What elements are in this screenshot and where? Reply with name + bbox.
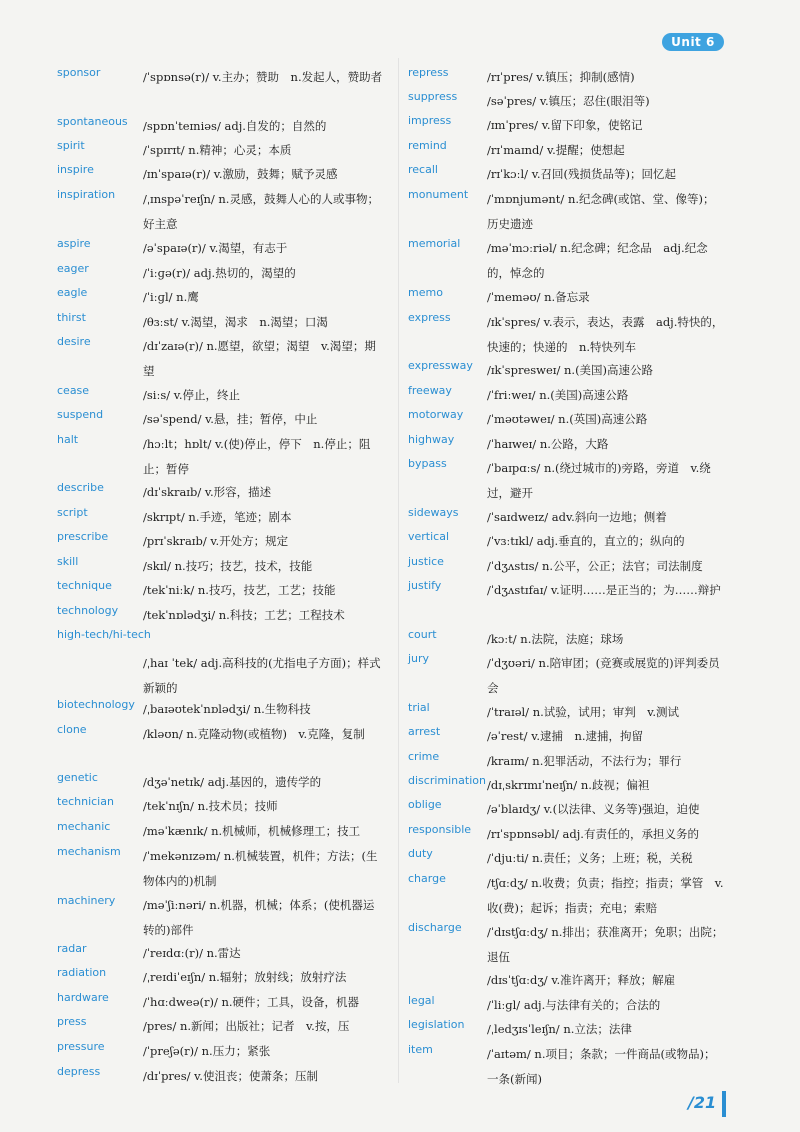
- vocab-definition: /skɪl/ n.技巧；技艺，技术，技能: [143, 559, 313, 573]
- vocab-word: pressure: [57, 1040, 105, 1053]
- vocab-word: spirit: [57, 139, 85, 152]
- vocab-word: jury: [408, 652, 430, 665]
- vocab-word: biotechnology: [57, 698, 135, 711]
- vocab-definition: /ˈspɒnsə(r)/ v.主办；赞助 n.发起人，赞助者: [143, 70, 383, 84]
- vocab-definition: /skrɪpt/ n.手迹，笔迹；剧本: [143, 510, 292, 524]
- vocab-definition: /ˌbaɪəʊtekˈnɒlədʒi/ n.生物科技: [143, 702, 311, 716]
- vocab-word: genetic: [57, 771, 98, 784]
- vocab-word: radiation: [57, 966, 107, 979]
- vocab-definition: /dɪˈpres/ v.使沮丧；使萧条；压制: [143, 1069, 318, 1083]
- vocab-definition: /ˈhaɪweɪ/ n.公路，大路: [487, 437, 609, 451]
- vocab-definition: /ˈmekənɪzəm/ n.机械装置，机件；方法；(生物体内的)机制: [143, 849, 378, 888]
- vocab-definition: /prɪˈskraɪb/ v.开处方；规定: [143, 534, 289, 548]
- vocab-word: describe: [57, 481, 104, 494]
- vocab-word: suspend: [57, 408, 104, 421]
- vocab-word: eager: [57, 262, 89, 275]
- vocab-definition: /rɪˈspɒnsəbl/ adj.有责任的，承担义务的: [487, 827, 699, 841]
- vocab-word: halt: [57, 433, 79, 446]
- vocab-word: justify: [408, 579, 442, 592]
- vocab-word: skill: [57, 555, 79, 568]
- vocab-definition: /əˈblaɪdʒ/ v.(以法律、义务等)强迫，迫使: [487, 802, 700, 816]
- vocab-word: vertical: [408, 530, 450, 543]
- vocab-word: clone: [57, 723, 87, 736]
- vocab-definition: /ˈdʒʌstɪs/ n.公平，公正；法官；司法制度: [487, 559, 703, 573]
- vocab-definition: /ˈvɜːtɪkl/ adj.垂直的，直立的；纵向的: [487, 534, 685, 548]
- vocab-definition: /ˈhɑːdweə(r)/ n.硬件；工具，设备，机器: [143, 995, 360, 1009]
- vocab-word: item: [408, 1043, 433, 1056]
- vocab-definition: /dɪsˈtʃɑːdʒ/ v.准许离开；释放；解雇: [487, 973, 676, 987]
- vocab-word: thirst: [57, 311, 86, 324]
- vocab-definition: /kɔːt/ n.法院，法庭；球场: [487, 632, 624, 646]
- vocab-definition: /dɪˌskrɪmɪˈneɪʃn/ n.歧视；偏袒: [487, 778, 650, 792]
- vocab-word: high-tech/hi-tech: [57, 628, 151, 641]
- vocab-definition: /ˈdɪstʃɑːdʒ/ n.排出；获准离开；免职；出院；退伍: [487, 925, 724, 964]
- vocab-word: depress: [57, 1065, 101, 1078]
- vocab-definition: /kləʊn/ n.克隆动物(或植物) v.克隆，复制: [143, 727, 365, 741]
- vocab-definition: /ɪmˈpres/ v.留下印象，使铭记: [487, 118, 643, 132]
- vocab-word: spontaneous: [57, 115, 128, 128]
- vocab-definition: /dɪˈzaɪə(r)/ n.愿望，欲望；渴望 v.渴望；期望: [143, 339, 376, 378]
- unit-badge: Unit 6: [662, 33, 724, 51]
- vocab-definition: /səˈpres/ v.镇压；忍住(眼泪等): [487, 94, 650, 108]
- vocab-definition: /əˈspaɪə(r)/ v.渴望，有志于: [143, 241, 288, 255]
- vocab-word: charge: [408, 872, 446, 885]
- vocab-word: court: [408, 628, 437, 641]
- vocab-definition: /rɪˈpres/ v.镇压；抑制(感情): [487, 70, 635, 84]
- vocab-definition: /ˈpreʃə(r)/ n.压力；紧张: [143, 1044, 271, 1058]
- vocab-word: desire: [57, 335, 91, 348]
- vocab-word: expressway: [408, 359, 473, 372]
- vocab-definition: /ˈspɪrɪt/ n.精神；心灵；本质: [143, 143, 292, 157]
- vocab-definition: /dɪˈskraɪb/ v.形容，描述: [143, 485, 272, 499]
- vocab-definition: /ɪnˈspaɪə(r)/ v.激励，鼓舞；赋予灵感: [143, 167, 338, 181]
- vocab-word: script: [57, 506, 88, 519]
- vocab-definition: /ˈdjuːti/ n.责任；义务；上班；税，关税: [487, 851, 693, 865]
- vocab-word: technician: [57, 795, 114, 808]
- vocab-word: prescribe: [57, 530, 109, 543]
- vocab-definition: /hɔːlt；hɒlt/ v.(使)停止，停下 n.停止；阻止；暂停: [143, 437, 371, 476]
- vocab-definition: /ˈməʊtəweɪ/ n.(英国)高速公路: [487, 412, 648, 426]
- vocab-definition: /dʒəˈnetɪk/ adj.基因的，遗传学的: [143, 775, 322, 789]
- vocab-definition: /siːs/ v.停止，终止: [143, 388, 241, 402]
- vocab-definition: /ˈiːɡə(r)/ adj.热切的，渴望的: [143, 266, 296, 280]
- vocab-word: legislation: [408, 1018, 465, 1031]
- vocab-definition: /ˈbaɪpɑːs/ n.(绕过城市的)旁路，旁道 v.绕过，避开: [487, 461, 711, 500]
- vocab-definition: /əˈrest/ v.逮捕 n.逮捕，拘留: [487, 729, 644, 743]
- vocab-definition: /tʃɑːdʒ/ n.收费；负责；指控；指责；掌管 v.收(费)；起诉；指责；充电；索赔: [487, 876, 724, 915]
- vocab-definition: /pres/ n.新闻；出版社；记者 v.按，压: [143, 1019, 350, 1033]
- vocab-word: oblige: [408, 798, 442, 811]
- vocab-definition: /rɪˈmaɪnd/ v.提醒；使想起: [487, 143, 625, 157]
- page-number: /21: [688, 1093, 717, 1112]
- vocab-word: machinery: [57, 894, 116, 907]
- vocab-word: sponsor: [57, 66, 101, 79]
- vocab-definition: /ˈsaɪdweɪz/ adv.斜向一边地；侧着: [487, 510, 667, 524]
- vocab-definition: /ˈaɪtəm/ n.项目；条款；一件商品(或物品)；一条(新闻): [487, 1047, 716, 1086]
- vocab-definition: /ˌreɪdiˈeɪʃn/ n.辐射；放射线；放射疗法: [143, 970, 347, 984]
- vocab-word: arrest: [408, 725, 441, 738]
- vocab-word: remind: [408, 139, 447, 152]
- vocab-word: aspire: [57, 237, 91, 250]
- vocab-word: sideways: [408, 506, 459, 519]
- vocab-word: discrimination: [408, 774, 486, 787]
- vocab-word: motorway: [408, 408, 464, 421]
- vocab-definition: /ˈreɪdɑː(r)/ n.雷达: [143, 946, 241, 960]
- vocab-definition: /məˈmɔːriəl/ n.纪念碑；纪念品 adj.纪念的，悼念的: [487, 241, 708, 280]
- vocab-word: memo: [408, 286, 443, 299]
- vocab-definition: /rɪˈkɔːl/ v.召回(残损货品等)；回忆起: [487, 167, 676, 181]
- vocab-word: cease: [57, 384, 90, 397]
- vocab-definition: /ˌhaɪ ˈtek/ adj.高科技的(尤指电子方面)；样式新颖的: [143, 656, 381, 695]
- vocab-definition: /spɒnˈteɪniəs/ adj.自发的；自然的: [143, 119, 327, 133]
- vocab-word: freeway: [408, 384, 452, 397]
- vocab-word: justice: [408, 555, 444, 568]
- vocab-word: inspire: [57, 163, 94, 176]
- vocab-definition: /ˈtraɪəl/ n.试验，试用；审判 v.测试: [487, 705, 680, 719]
- vocab-word: technology: [57, 604, 119, 617]
- vocab-word: express: [408, 311, 451, 324]
- page-number-bar: [722, 1091, 726, 1117]
- vocab-word: impress: [408, 114, 452, 127]
- vocab-definition: /tekˈnɪʃn/ n.技术员；技师: [143, 799, 278, 813]
- vocab-definition: /ˈmɒnjumənt/ n.纪念碑(或馆、堂、像等)；历史遗迹: [487, 192, 715, 231]
- vocab-definition: /tekˈniːk/ n.技巧，技艺，工艺；技能: [143, 583, 336, 597]
- vocab-word: suppress: [408, 90, 458, 103]
- vocab-word: crime: [408, 750, 440, 763]
- vocab-definition: /ˈliːɡl/ adj.与法律有关的；合法的: [487, 998, 661, 1012]
- vocab-definition: /kraɪm/ n.犯罪活动，不法行为；罪行: [487, 754, 682, 768]
- vocab-word: hardware: [57, 991, 109, 1004]
- vocab-definition: /ˈdʒʌstɪfaɪ/ v.证明……是正当的；为……辩护: [487, 583, 721, 597]
- vocab-word: mechanism: [57, 845, 121, 858]
- vocab-word: repress: [408, 66, 449, 79]
- vocab-word: discharge: [408, 921, 462, 934]
- vocab-word: technique: [57, 579, 112, 592]
- vocab-definition: /məˈʃiːnəri/ n.机器，机械；体系；(使机器运转的)部件: [143, 898, 375, 937]
- vocab-word: trial: [408, 701, 430, 714]
- vocab-word: duty: [408, 847, 433, 860]
- vocab-definition: /θɜːst/ v.渴望，渴求 n.渴望；口渴: [143, 315, 328, 329]
- vocab-word: legal: [408, 994, 435, 1007]
- vocab-definition: /tekˈnɒlədʒi/ n.科技；工艺；工程技术: [143, 608, 345, 622]
- vocab-definition: /ɪkˈspres/ v.表示，表达，表露 adj.特快的，快速的；快递的 n.特快列车: [487, 315, 724, 354]
- vocab-definition: /ɪkˈspresweɪ/ n.(美国)高速公路: [487, 363, 654, 377]
- vocab-word: memorial: [408, 237, 461, 250]
- vocab-word: press: [57, 1015, 87, 1028]
- vocab-word: mechanic: [57, 820, 111, 833]
- vocab-word: bypass: [408, 457, 447, 470]
- vocab-word: monument: [408, 188, 469, 201]
- vocab-definition: /ˈfriːweɪ/ n.(美国)高速公路: [487, 388, 629, 402]
- vocab-word: inspiration: [57, 188, 116, 201]
- vocab-word: radar: [57, 942, 87, 955]
- vocab-definition: /ˈiːɡl/ n.鹰: [143, 290, 199, 304]
- column-divider: [398, 58, 399, 1083]
- vocab-definition: /ˌɪnspəˈreɪʃn/ n.灵感，鼓舞人心的人或事物；好主意: [143, 192, 379, 231]
- vocab-definition: /ˌledʒɪsˈleɪʃn/ n.立法；法律: [487, 1022, 632, 1036]
- vocab-definition: /ˈdʒʊəri/ n.陪审团；(竞赛或展览的)评判委员会: [487, 656, 720, 695]
- vocab-definition: /məˈkænɪk/ n.机械师，机械修理工；技工: [143, 824, 361, 838]
- vocab-definition: /ˈmeməʊ/ n.备忘录: [487, 290, 590, 304]
- vocab-word: responsible: [408, 823, 472, 836]
- vocab-word: eagle: [57, 286, 88, 299]
- vocab-word: highway: [408, 433, 455, 446]
- vocab-definition: /səˈspend/ v.悬，挂；暂停，中止: [143, 412, 318, 426]
- vocab-word: recall: [408, 163, 438, 176]
